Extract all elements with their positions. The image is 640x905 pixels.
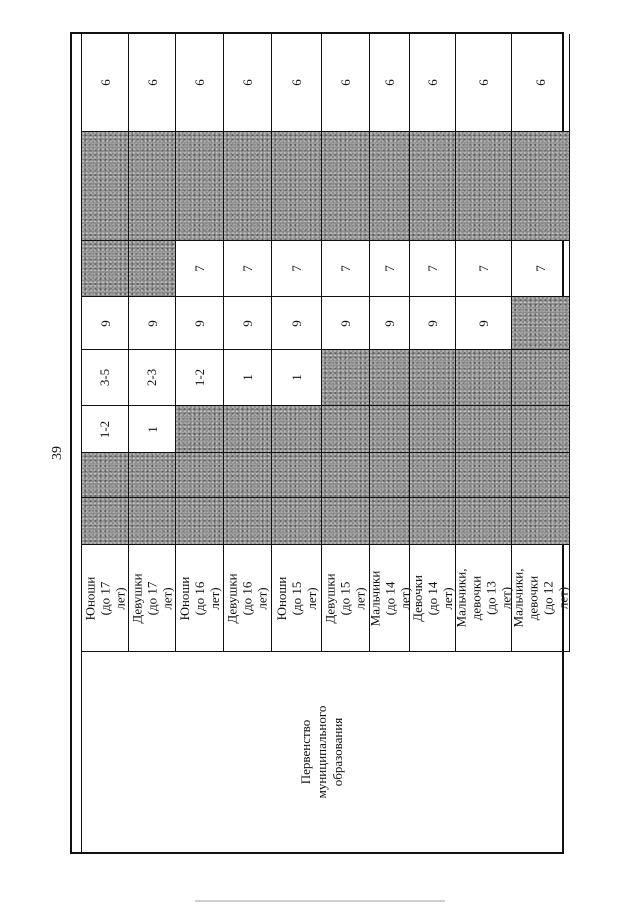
- table-cell: [272, 241, 321, 297]
- table-cell: [272, 350, 321, 406]
- category-cell: [453, 545, 514, 652]
- category-cell: [410, 545, 455, 652]
- category-label: Девушки (до 16 лет): [225, 572, 270, 624]
- table-cell: [272, 453, 321, 498]
- category-cell: [129, 545, 175, 652]
- table-cell: [322, 406, 369, 453]
- table-cell: [456, 498, 511, 545]
- table-cell: [410, 453, 455, 498]
- table-cell: [82, 453, 128, 498]
- table-cell: [176, 241, 223, 297]
- table-cell: [456, 241, 511, 297]
- cell-value: 6: [97, 79, 113, 86]
- table-cell: [370, 297, 409, 350]
- table-row: [512, 34, 570, 652]
- table-cell: [410, 297, 455, 350]
- page-number: 39: [50, 446, 65, 460]
- category-cell: [272, 545, 321, 652]
- category-cell: [224, 545, 271, 652]
- table-cell: [322, 453, 369, 498]
- table-cell: [82, 350, 128, 406]
- table-cell: [370, 498, 409, 545]
- cell-value: 3-5: [97, 368, 113, 387]
- table-cell: [322, 498, 369, 545]
- table-cell: [224, 297, 271, 350]
- table-cell: [272, 406, 321, 453]
- table-cell: [176, 34, 223, 132]
- table-cell: [224, 132, 271, 241]
- table-cell: [224, 34, 271, 132]
- cell-value: 9: [240, 319, 255, 327]
- cell-value: 9: [289, 319, 304, 327]
- table-cell: [512, 297, 569, 350]
- table-cell: [224, 498, 271, 545]
- table-cell: [224, 453, 271, 498]
- table-row: [322, 34, 370, 652]
- cell-value: 1: [289, 374, 304, 381]
- table-cell: [176, 453, 223, 498]
- cell-value: 6: [144, 79, 160, 86]
- table-cell: [456, 34, 511, 132]
- cell-value: 7: [289, 265, 304, 272]
- category-cell: [322, 545, 369, 652]
- cell-value: 6: [338, 79, 353, 86]
- cell-value: 7: [382, 265, 397, 272]
- table-cell: [370, 241, 409, 297]
- table-cell: [272, 297, 321, 350]
- table-cell: [322, 34, 369, 132]
- cell-value: 1-2: [192, 368, 207, 387]
- cell-value: 9: [144, 319, 160, 327]
- cell-value: 9: [338, 319, 353, 327]
- table-cell: [322, 297, 369, 350]
- category-label: Девочки (до 14 лет): [410, 574, 456, 622]
- cell-value: 6: [192, 79, 207, 86]
- table-cell: [322, 132, 369, 241]
- table-cell: [410, 132, 455, 241]
- table-cell: [370, 453, 409, 498]
- table-row: [367, 34, 413, 652]
- left-margin-column: [72, 34, 82, 852]
- category-cell: [82, 545, 128, 652]
- table-cell: [272, 34, 321, 132]
- table-cell: [370, 406, 409, 453]
- table-cell: [410, 241, 455, 297]
- table-cell: [176, 498, 223, 545]
- cell-value: 6: [476, 79, 491, 86]
- category-label: Мальчики (до 14 лет): [367, 570, 413, 626]
- table-cell: [272, 132, 321, 241]
- table-cell: [82, 297, 128, 350]
- table-cell: [456, 132, 511, 241]
- category-label: Юноши (до 15 лет): [274, 576, 319, 620]
- table-cell: [176, 297, 223, 350]
- table-cell: [410, 498, 455, 545]
- table-cell: [410, 350, 455, 406]
- table-row: [224, 34, 272, 652]
- cell-value: 7: [192, 265, 207, 272]
- cell-value: 1-2: [97, 420, 113, 438]
- cell-value: 6: [289, 79, 304, 86]
- category-label: Девушки (до 15 лет): [323, 572, 368, 624]
- table-cell: [272, 498, 321, 545]
- cell-value: 7: [338, 265, 353, 272]
- table-cell: [82, 34, 128, 132]
- table-cell: [370, 34, 409, 132]
- table-cell: [176, 350, 223, 406]
- table-cell: [129, 297, 175, 350]
- table-cell: [129, 350, 175, 406]
- table-row: [410, 34, 456, 652]
- table-cell: [512, 34, 569, 132]
- table-cell: [129, 132, 175, 241]
- cell-value: 9: [97, 319, 113, 327]
- cell-value: 9: [192, 319, 207, 327]
- table-cell: [82, 406, 128, 453]
- cell-value: 9: [382, 319, 397, 327]
- table-cell: [410, 406, 455, 453]
- table-row: [176, 34, 224, 652]
- table-cell: [129, 406, 175, 453]
- cell-value: 2-3: [144, 368, 160, 387]
- table-cell: [512, 350, 569, 406]
- cell-value: 7: [533, 265, 548, 272]
- cell-value: 1: [240, 374, 255, 381]
- table-row: [82, 34, 129, 652]
- table-cell: [129, 241, 175, 297]
- table-cell: [512, 132, 569, 241]
- category-cell: [512, 545, 569, 652]
- cell-value: 6: [240, 79, 255, 86]
- table-row: [453, 34, 514, 652]
- table-cell: [370, 350, 409, 406]
- cell-value: 1: [144, 425, 160, 433]
- scan-edge-line: [195, 900, 445, 902]
- table-cell: [456, 350, 511, 406]
- table-cell: [176, 406, 223, 453]
- category-cell: [367, 545, 413, 652]
- table-cell: [224, 241, 271, 297]
- table-cell: [82, 132, 128, 241]
- event-label: Первенство муниципального образования: [298, 705, 345, 799]
- table-row: [129, 34, 176, 652]
- cell-value: 6: [533, 79, 548, 86]
- cell-value: 6: [382, 79, 397, 86]
- table-cell: [456, 453, 511, 498]
- cell-value: 7: [240, 265, 255, 272]
- table-row: [272, 34, 322, 652]
- category-label: Мальчики, девочки (до 13 лет): [453, 568, 514, 628]
- table-cell: [512, 406, 569, 453]
- category-cell: [176, 545, 223, 652]
- results-table: [70, 32, 571, 854]
- table-cell: [129, 34, 175, 132]
- cell-value: 9: [425, 319, 440, 327]
- cell-value: 7: [476, 265, 491, 272]
- table-cell: [82, 498, 128, 545]
- table-cell: [176, 132, 223, 241]
- table-cell: [512, 498, 569, 545]
- cell-value: 6: [425, 79, 440, 86]
- table-cell: [322, 350, 369, 406]
- table-cell: [512, 241, 569, 297]
- category-label: Мальчики, девочки (до 12 лет): [510, 568, 571, 628]
- table-cell: [129, 453, 175, 498]
- table-cell: [512, 453, 569, 498]
- table-cell: [82, 241, 128, 297]
- category-label: Юноши (до 17 лет): [82, 576, 128, 620]
- table-cell: [129, 498, 175, 545]
- category-label: Девушки (до 17 лет): [129, 572, 175, 624]
- table-cell: [322, 241, 369, 297]
- table-cell: [456, 297, 511, 350]
- cell-value: 7: [425, 265, 440, 272]
- event-cell: [82, 652, 562, 852]
- table-cell: [224, 406, 271, 453]
- table-cell: [456, 406, 511, 453]
- table-cell: [224, 350, 271, 406]
- cell-value: 9: [476, 319, 491, 327]
- category-label: Юноши (до 16 лет): [177, 576, 222, 620]
- table-cell: [370, 132, 409, 241]
- table-cell: [410, 34, 455, 132]
